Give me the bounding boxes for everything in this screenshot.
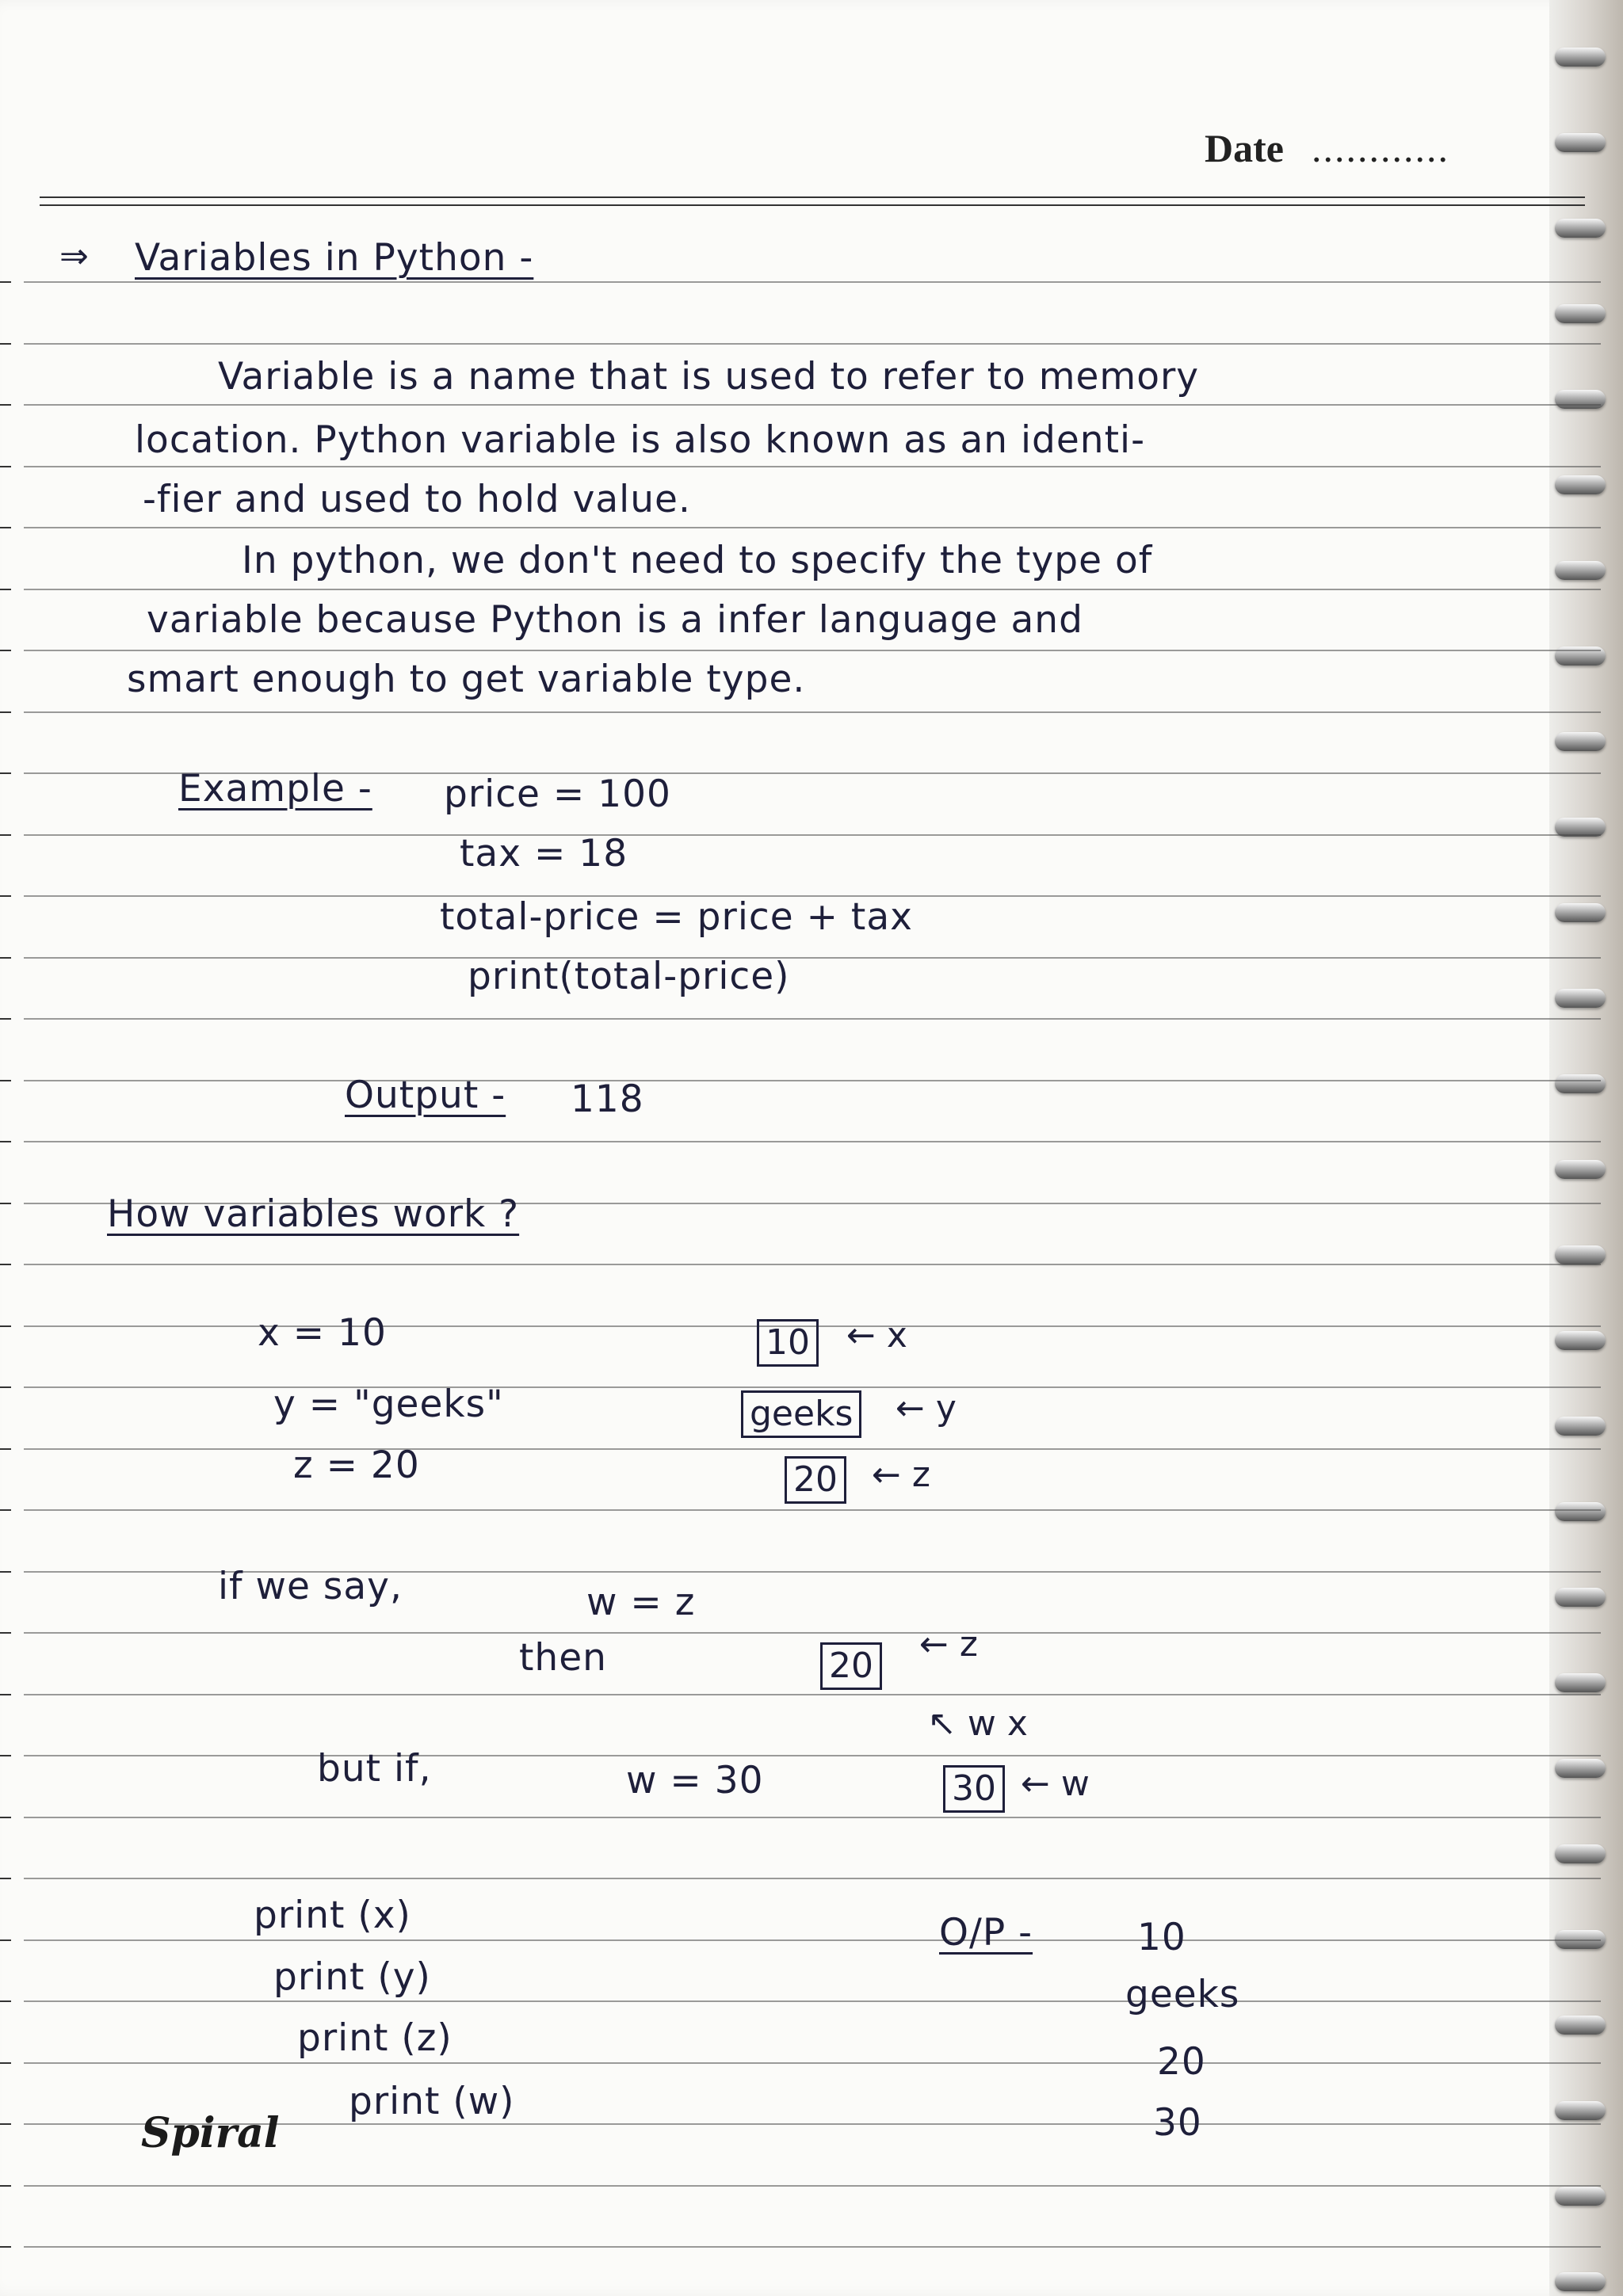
spiral-ring [1555, 304, 1606, 323]
margin-tick [0, 1939, 11, 1941]
margin-tick [0, 281, 11, 283]
margin-tick [0, 527, 11, 528]
ruled-line [24, 650, 1601, 651]
margin-tick [0, 2123, 11, 2125]
print-y-line: print (y) [273, 1955, 431, 1999]
arrow-w-label: ← w [1021, 1764, 1090, 1804]
arrow-y-label: ← y [896, 1388, 957, 1428]
spiral-ring [1555, 1588, 1606, 1607]
margin-tick [0, 466, 11, 467]
spiral-ring [1555, 2187, 1606, 2206]
margin-tick [0, 1571, 11, 1573]
margin-tick [0, 834, 11, 836]
margin-tick [0, 772, 11, 774]
header-rule-top [40, 196, 1585, 198]
margin-tick [0, 1264, 11, 1265]
margin-tick [0, 1632, 11, 1634]
spiral-ring [1555, 1074, 1606, 1093]
scenario1-then: then [519, 1636, 607, 1680]
ruled-line [24, 2185, 1601, 2187]
margin-tick [0, 2062, 11, 2064]
spiral-ring [1555, 1502, 1606, 1521]
margin-tick [0, 1203, 11, 1204]
assignment-z-code: z = 20 [293, 1444, 420, 1487]
spiral-ring [1555, 1673, 1606, 1692]
paragraph1-line3: -fier and used to hold value. [143, 478, 691, 521]
arrow-wx-label: ↖ w x [927, 1703, 1028, 1744]
spiral-ring [1555, 903, 1606, 922]
arrow-z-shared-label: ← z [919, 1624, 978, 1665]
spiral-ring [1555, 1331, 1606, 1350]
spiral-ring [1555, 475, 1606, 494]
margin-tick [0, 1694, 11, 1695]
margin-tick [0, 404, 11, 406]
ruled-line [24, 2246, 1601, 2248]
spiral-ring [1555, 48, 1606, 67]
margin-tick [0, 1325, 11, 1327]
spiral-ring [1555, 1245, 1606, 1264]
ruled-line [24, 1878, 1601, 1879]
example-code-line2: tax = 18 [460, 832, 628, 875]
spiral-ring [1555, 989, 1606, 1008]
paragraph1-line2: location. Python variable is also known as an identi- [135, 418, 1146, 462]
ruled-line [24, 466, 1601, 467]
notebook-brand-logo: Spiral [141, 2109, 280, 2157]
output-label: Output - [345, 1074, 506, 1117]
ruled-line [24, 2062, 1601, 2064]
margin-tick [0, 650, 11, 651]
margin-tick [0, 957, 11, 959]
example-code-line3: total-price = price + tax [440, 895, 913, 939]
ruled-line [24, 281, 1601, 283]
ruled-line [24, 1939, 1601, 1941]
output-op-label: O/P - [939, 1911, 1033, 1955]
header-rule-bottom [40, 204, 1585, 206]
ruled-line [24, 1018, 1601, 1020]
output-z-value: 20 [1157, 2040, 1206, 2084]
date-label: Date [1205, 126, 1284, 170]
margin-tick [0, 1448, 11, 1450]
ruled-line [24, 589, 1601, 590]
spiral-ring [1555, 1844, 1606, 1863]
example-code-line4: print(total-price) [468, 955, 790, 998]
spiral-ring [1555, 1759, 1606, 1778]
example-label: Example - [178, 767, 372, 810]
margin-tick [0, 1509, 11, 1511]
print-z-line: print (z) [297, 2016, 453, 2060]
ruled-line [24, 2000, 1601, 2002]
scenario1-code: w = z [586, 1581, 696, 1624]
margin-tick [0, 1080, 11, 1081]
print-w-line: print (w) [349, 2080, 515, 2123]
ruled-line [24, 834, 1601, 836]
date-field: ............ [1312, 126, 1449, 170]
memory-box-y: geeks [741, 1390, 861, 1438]
margin-tick [0, 711, 11, 713]
ruled-line [24, 1141, 1601, 1142]
output-x-value: 10 [1137, 1916, 1186, 1959]
margin-tick [0, 895, 11, 897]
output-y-value: geeks [1125, 1973, 1240, 2016]
margin-tick [0, 589, 11, 590]
spiral-ring [1555, 2101, 1606, 2120]
page-heading: Variables in Python - [135, 236, 534, 280]
ruled-line [24, 527, 1601, 528]
memory-box-shared: 20 [820, 1642, 882, 1690]
margin-tick [0, 1141, 11, 1142]
ruled-line [24, 343, 1601, 345]
margin-tick [0, 1817, 11, 1818]
ruled-line [24, 1264, 1601, 1265]
spiral-ring [1555, 2272, 1606, 2291]
spiral-ring [1555, 561, 1606, 580]
ruled-line [24, 1509, 1601, 1511]
margin-tick [0, 343, 11, 345]
ruled-line [24, 1817, 1601, 1818]
arrow-z-label: ← z [872, 1455, 930, 1495]
memory-box-w: 30 [943, 1765, 1005, 1813]
assignment-y-code: y = "geeks" [273, 1383, 504, 1426]
ruled-line [24, 1694, 1601, 1695]
output-w-value: 30 [1153, 2101, 1202, 2145]
margin-tick [0, 2000, 11, 2002]
ruled-line [24, 1755, 1601, 1756]
margin-tick [0, 1386, 11, 1388]
print-x-line: print (x) [254, 1894, 411, 1937]
paragraph2-line3: smart enough to get variable type. [127, 658, 806, 701]
spiral-ring [1555, 732, 1606, 751]
margin-tick [0, 1878, 11, 1879]
example-code-line1: price = 100 [444, 772, 671, 816]
ruled-line [24, 711, 1601, 713]
spiral-ring [1555, 133, 1606, 152]
spiral-ring [1555, 219, 1606, 238]
spiral-ring [1555, 1417, 1606, 1436]
paragraph1-line1: Variable is a name that is used to refer to memory [218, 355, 1200, 399]
margin-tick [0, 1018, 11, 1020]
heading-arrow-icon: ⇒ [59, 236, 90, 277]
ruled-line [24, 957, 1601, 959]
spiral-ring [1555, 2016, 1606, 2035]
output-value: 118 [571, 1077, 644, 1121]
memory-box-z: 20 [785, 1456, 846, 1504]
ruled-line [24, 1448, 1601, 1450]
margin-tick [0, 2185, 11, 2187]
ruled-line [24, 404, 1601, 406]
margin-tick [0, 1755, 11, 1756]
scenario1-if-text: if we say, [218, 1565, 403, 1608]
paragraph2-line2: variable because Python is a infer language and [147, 598, 1083, 642]
scenario2-code: w = 30 [626, 1759, 764, 1802]
memory-box-x: 10 [757, 1319, 819, 1367]
assignment-x-code: x = 10 [258, 1311, 387, 1355]
ruled-line [24, 1080, 1601, 1081]
spiral-ring [1555, 1160, 1606, 1179]
spiral-ring [1555, 390, 1606, 409]
paragraph2-line1: In python, we don't need to specify the type of [242, 539, 1153, 582]
margin-tick [0, 2246, 11, 2248]
arrow-x-label: ← x [846, 1315, 907, 1356]
ruled-line [24, 1386, 1601, 1388]
ruled-line [24, 1632, 1601, 1634]
how-variables-heading: How variables work ? [107, 1192, 520, 1236]
scenario2-but-text: but if, [317, 1747, 432, 1791]
